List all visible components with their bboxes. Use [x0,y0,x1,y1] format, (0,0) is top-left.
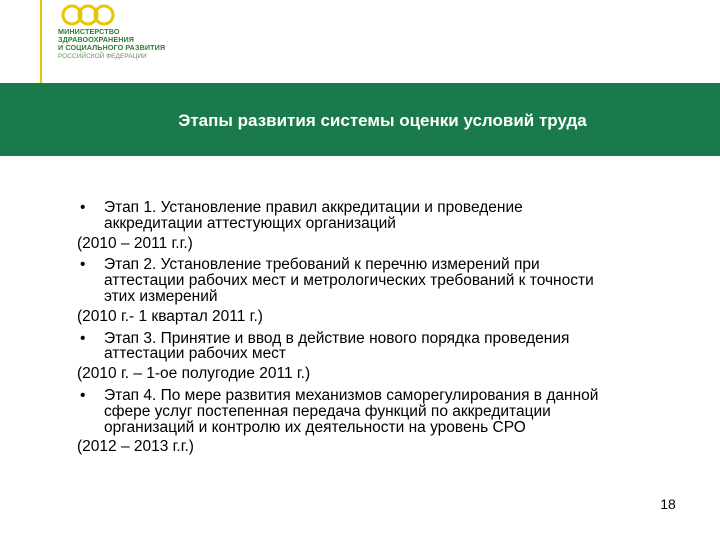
stage-2-period: (2010 г.- 1 квартал 2011 г.) [77,307,263,325]
stage-1-period: (2010 – 2011 г.г.) [77,234,193,252]
ministry-name-line-1: МИНИСТЕРСТВО [58,27,120,36]
bullet-marker: • [80,199,86,216]
stage-3-period: (2010 г. – 1-ое полугодие 2011 г.) [77,365,311,383]
ministry-name-line-4: РОССИЙСКОЙ ФЕДЕРАЦИИ [58,52,147,60]
slide-title: Этапы развития системы оценки условий труда [178,111,587,130]
stage-1-line-1: Этап 1. Установление правил аккредитации и проведение [104,199,523,216]
stage-item-1 [78,200,708,232]
stage-4-line-2: сфере услуг постепенная передача функций по аккредитации [104,402,551,420]
page-number: 18 [660,496,676,512]
stage-4-line-1: Этап 4. По мере развития механизмов саморегулирования в данной [104,386,599,404]
stage-3-line-1: Этап 3. Принятие и ввод в действие нового порядка проведения [104,329,570,347]
title-banner [0,83,720,156]
stage-2-line-1: Этап 2. Установление требований к перечню измерений при [104,256,540,274]
ministry-name [58,28,198,61]
stage-2-line-2: аттестации рабочих мест и метрологических требований к точности [104,272,594,290]
stage-item-3 [78,331,708,363]
stage-1-line-2: аккредитации аттестующих организаций [104,214,396,232]
stages-list [78,200,708,461]
stage-item-4 [78,388,708,435]
stage-4-period: (2012 – 2013 г.г.) [77,438,194,456]
stage-2-line-3: этих измерений [104,287,218,305]
ministry-name-line-2: ЗДРАВООХРАНЕНИЯ [58,35,135,45]
bullet-marker: • [80,386,86,404]
ministry-logo [58,2,198,62]
ministry-emblem-icon [58,2,118,28]
ministry-name-line-3: И СОЦИАЛЬНОГО РАЗВИТИЯ [58,43,166,53]
header-divider-line [40,0,42,83]
stage-3-line-2: аттестации рабочих мест [104,345,287,363]
bullet-marker: • [80,256,86,274]
bullet-marker: • [80,329,86,347]
stage-item-2 [78,257,708,304]
stage-4-line-3: организаций и контролю их деятельности на уровень СРО [104,418,526,436]
